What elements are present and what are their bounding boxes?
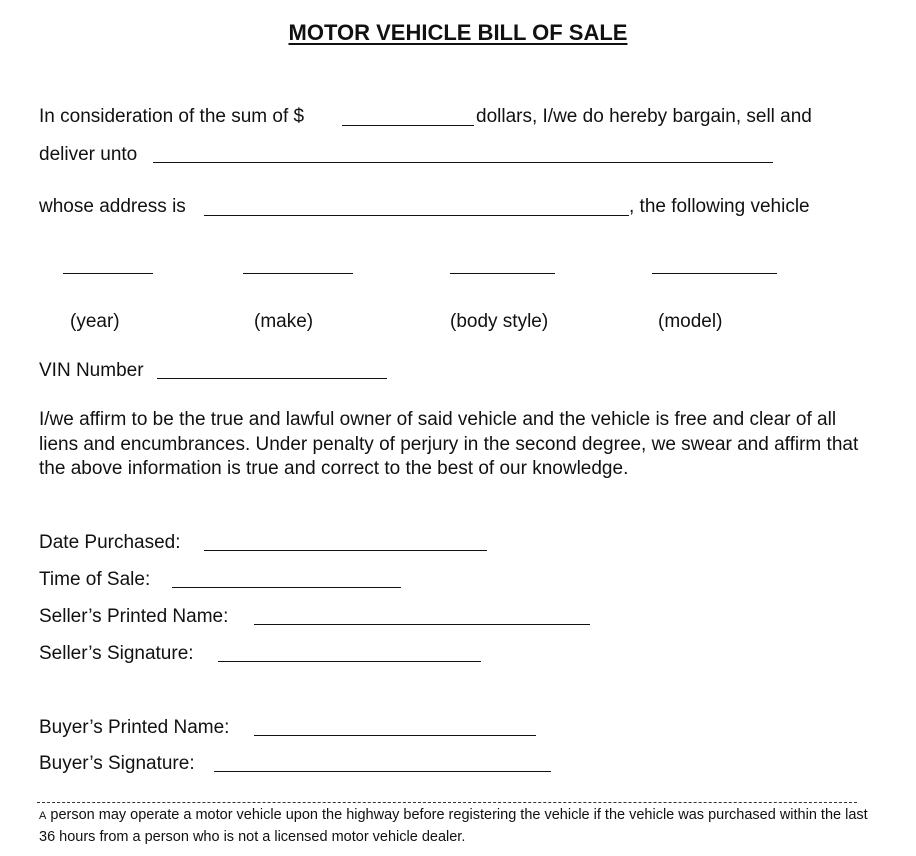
body-style-blank[interactable]: [450, 273, 555, 274]
footnote: [39, 805, 879, 848]
buyer-printed-name-blank[interactable]: [254, 735, 536, 736]
amount-blank[interactable]: [342, 125, 474, 126]
date-purchased-blank[interactable]: [204, 550, 487, 551]
buyer-printed-name-label: Buyer’s Printed Name:: [39, 717, 230, 738]
address-blank[interactable]: [204, 215, 629, 216]
model-blank[interactable]: [652, 273, 777, 274]
footnote-first-letter: A: [39, 810, 47, 822]
year-caption: (year): [70, 311, 120, 332]
consideration-suffix: dollars, I/we do hereby bargain, sell and: [476, 106, 812, 127]
seller-signature-blank[interactable]: [218, 661, 481, 662]
year-blank[interactable]: [63, 273, 153, 274]
seller-signature-label: Seller’s Signature:: [39, 643, 194, 664]
time-of-sale-blank[interactable]: [172, 587, 401, 588]
affirmation-paragraph: I/we affirm to be the true and lawful owner of said vehicle and the vehicle is free and clear of all liens and encumbrances. Under penalty of perjury in the second degree, we swear and affirm that the above information is true and correct to the best of our knowledge.: [39, 409, 859, 479]
vin-label: VIN Number: [39, 360, 144, 381]
buyer-name-blank[interactable]: [153, 162, 773, 163]
make-blank[interactable]: [243, 273, 353, 274]
footnote-divider: [37, 802, 857, 803]
buyer-signature-blank[interactable]: [214, 771, 551, 772]
date-purchased-label: Date Purchased:: [39, 532, 181, 553]
seller-printed-name-label: Seller’s Printed Name:: [39, 606, 229, 627]
address-suffix: , the following vehicle: [629, 196, 810, 217]
buyer-signature-label: Buyer’s Signature:: [39, 753, 195, 774]
vin-blank[interactable]: [157, 378, 387, 379]
consideration-prefix: In consideration of the sum of $: [39, 106, 305, 127]
body-style-caption: (body style): [450, 311, 549, 332]
time-of-sale-label: Time of Sale:: [39, 569, 151, 590]
document-title: MOTOR VEHICLE BILL OF SALE: [288, 20, 628, 45]
address-label: whose address is: [39, 196, 186, 217]
footnote-text: person may operate a motor vehicle upon the highway before registering the vehicle if the vehicle was purchased within the last 36 hours from a person who is not a licensed motor vehicle dealer.: [39, 807, 868, 845]
model-caption: (model): [658, 311, 723, 332]
make-caption: (make): [254, 311, 314, 332]
deliver-label: deliver unto: [39, 144, 138, 165]
seller-printed-name-blank[interactable]: [254, 624, 590, 625]
